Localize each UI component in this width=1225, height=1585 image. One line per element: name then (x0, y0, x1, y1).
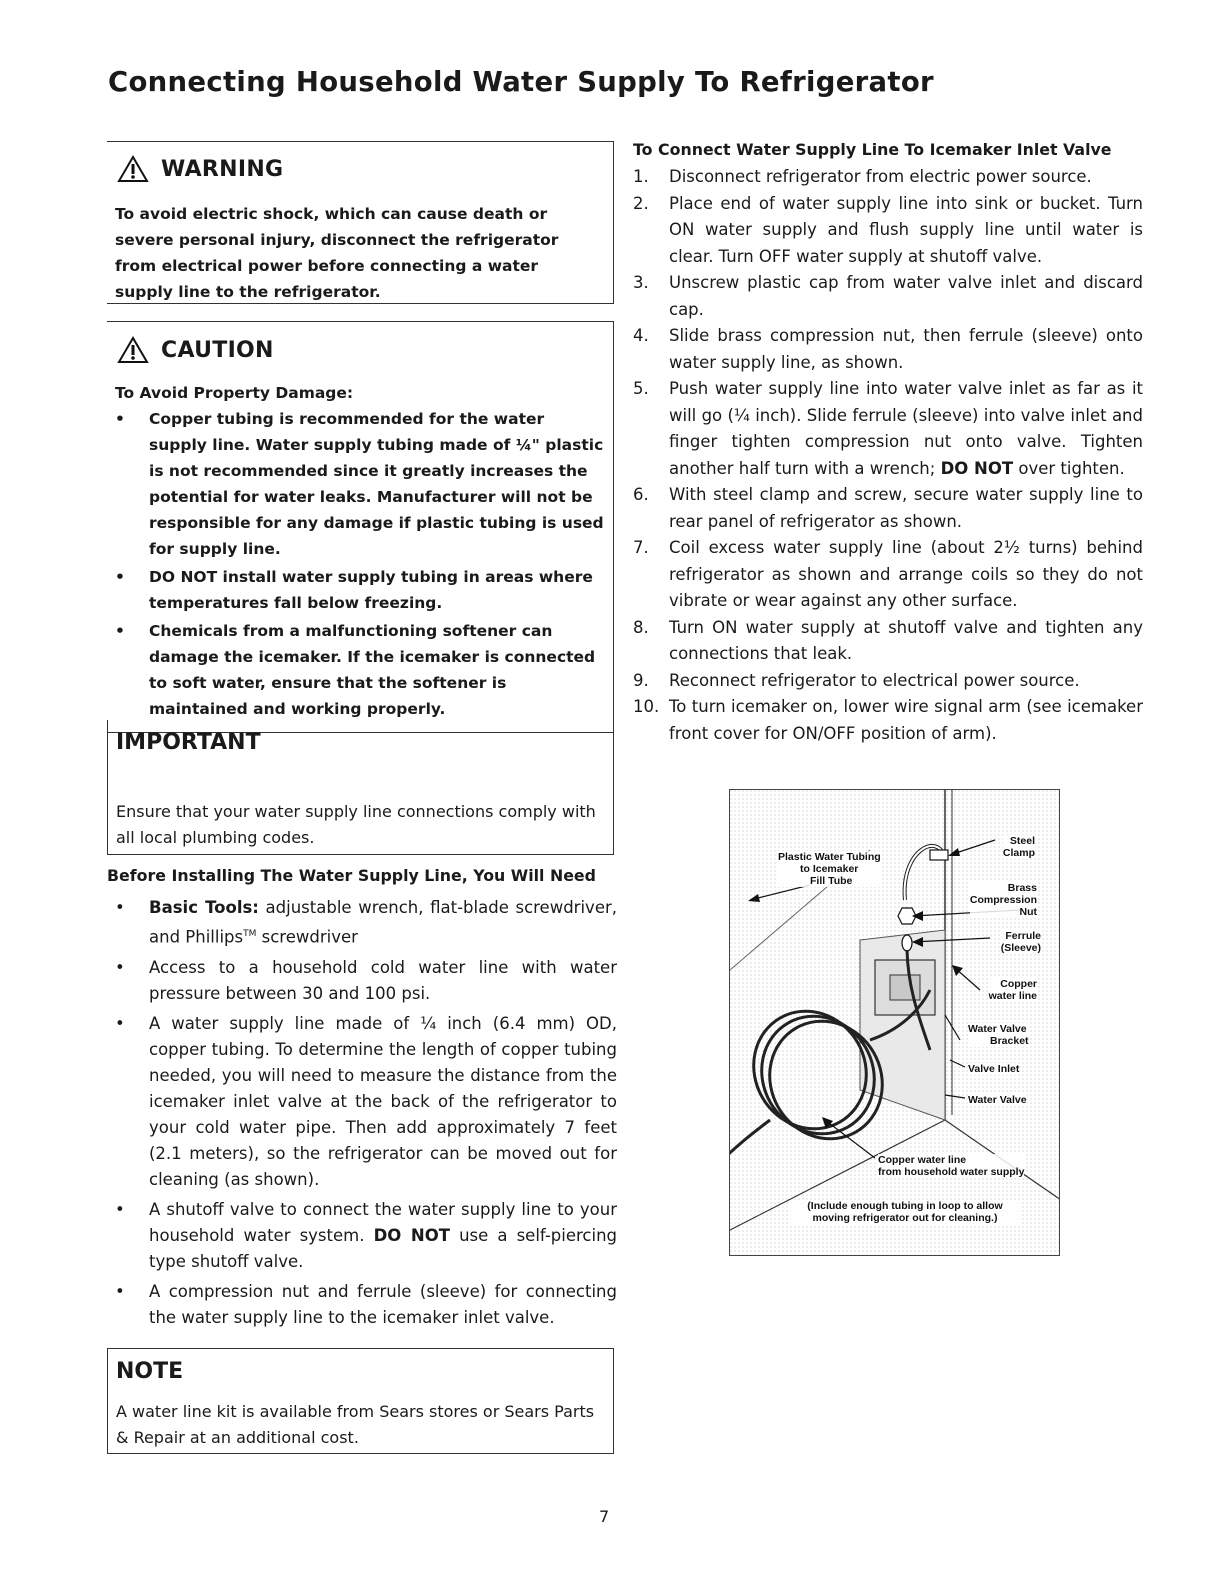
ferrule-label: Ferrule (Sleeve) (1000, 930, 1041, 954)
list-item: • Copper tubing is recommended for the water supply line. Water supply tubing made of ¼" plastic is not recommended since it greatly increases the potential for water leaks. Manufacturer will not be responsible for any damage if plastic tubing is used for supply line. (115, 410, 604, 558)
warning-heading (117, 155, 283, 183)
step-item: 7. Coil excess water supply line (about 2½ turns) behind refrigerator as shown and arrange coils so they do not vibrate or wear against any other surface. (633, 538, 1143, 610)
step-item: 9. Reconnect refrigerator to electrical power source. (633, 670, 1080, 690)
list-item: • A compression nut and ferrule (sleeve) for connecting the water supply line to the icemaker inlet valve. (115, 1281, 617, 1327)
page-number: 7 (599, 1507, 610, 1526)
caution-heading (117, 336, 274, 364)
loop-note-label: (Include enough tubing in loop to allow moving refrigerator out for cleaning.) (790, 1200, 1020, 1224)
water-line-illustration (729, 789, 1060, 1256)
list-item: • Basic Tools: adjustable wrench, flat-blade screwdriver, and Phillips™ screwdriver (115, 898, 617, 947)
step-item: 10. To turn icemaker on, lower wire signal arm (see icemaker front cover for ON/OFF position of arm). (633, 697, 1143, 743)
note-heading: NOTE (116, 1359, 184, 1384)
caution-subheading: To Avoid Property Damage: (115, 384, 354, 402)
copper-line-label: Copper water line (988, 978, 1037, 1002)
caution-label: CAUTION (161, 337, 274, 363)
step-item: 1. Disconnect refrigerator from electric power source. (633, 167, 1092, 186)
step-item: 6. With steel clamp and screw, secure water supply line to rear panel of refrigerator as shown. (633, 485, 1143, 531)
list-item: • DO NOT install water supply tubing in areas where temperatures fall below freezing. (115, 568, 593, 612)
step-item: 4. Slide brass compression nut, then ferrule (sleeve) onto water supply line, as shown. (633, 326, 1143, 372)
warning-box (107, 141, 614, 304)
warning-triangle-icon (117, 155, 149, 183)
valve-inlet-label: Valve Inlet (968, 1063, 1020, 1075)
list-item: • Access to a household cold water line with water pressure between 30 and 100 psi. (115, 957, 617, 1003)
step-item: 2. Place end of water supply line into sink or bucket. Turn ON water supply and flush supply line until water is clear. Turn OFF water supply at shutoff valve. (633, 193, 1143, 266)
steel-clamp-label: Steel Clamp (1002, 835, 1035, 859)
list-item: • Chemicals from a malfunctioning softener can damage the icemaker. If the icemaker is connected to soft water, ensure that the softener is maintained and working properly. (115, 622, 596, 718)
warning-label: WARNING (161, 156, 284, 182)
note-text: A water line kit is available from Sears stores or Sears Parts & Repair at an additional cost. (116, 1402, 595, 1447)
warning-text: To avoid electric shock, which can cause death or severe personal injury, disconnect the refrigerator from electrical power before connecting a water supply line to the refrigerator. (115, 205, 559, 301)
valve-bracket-label: Water Valve Bracket (968, 1023, 1029, 1047)
caution-list (107, 406, 607, 722)
before-installing-section (107, 866, 617, 1331)
plastic-tubing-label: Plastic Water Tubing to Icemaker Fill Tube (778, 851, 881, 887)
step-item: 5. Push water supply line into water valve inlet as far as it will go (¼ inch). Slide ferrule (sleeve) into valve inlet and finger tighten compression nut onto valve. Tighten another half turn with a wrench; DO NOT over tighten. (633, 379, 1143, 478)
connect-section (633, 140, 1143, 747)
important-heading: IMPORTANT (116, 730, 261, 755)
caution-box (107, 321, 614, 733)
water-valve-label: Water Valve (968, 1094, 1027, 1106)
warning-triangle-icon (117, 336, 149, 364)
step-item: 8. Turn ON water supply at shutoff valve and tighten any connections that leak. (633, 617, 1143, 663)
list-item: • A shutoff valve to connect the water supply line to your household water system. DO NOT use a self-piercing type shutoff valve. (115, 1199, 617, 1271)
connect-heading: To Connect Water Supply Line To Icemaker Inlet Valve (633, 140, 1112, 159)
requirements-list (107, 895, 617, 1331)
brass-nut-label: Brass Compression Nut (969, 882, 1037, 918)
steps-list (633, 164, 1143, 747)
important-box (107, 720, 614, 855)
step-item: 3. Unscrew plastic cap from water valve inlet and discard cap. (633, 273, 1143, 319)
note-box (107, 1348, 614, 1454)
copper-supply-label: Copper water line from household water supply (878, 1154, 1025, 1178)
list-item: • A water supply line made of ¼ inch (6.4 mm) OD, copper tubing. To determine the length of copper tubing needed, you will need to measure the distance from the icemaker inlet valve at the back of the refrigerator to your cold water pipe. Then add approximately 7 feet (2.1 meters), so the refrigerator can be moved out for cleaning (as shown). (115, 1013, 617, 1189)
page-title: Connecting Household Water Supply To Refrigerator (108, 66, 934, 98)
important-text: Ensure that your water supply line connections comply with all local plumbing codes. (116, 802, 596, 847)
before-installing-heading: Before Installing The Water Supply Line, You Will Need (107, 866, 596, 885)
